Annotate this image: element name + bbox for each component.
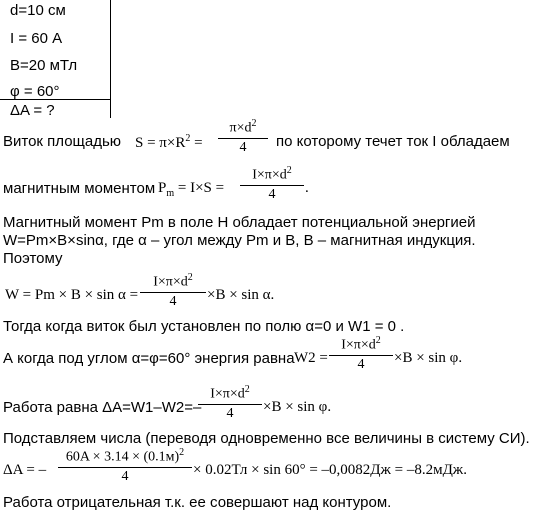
given-current: I = 60 А xyxy=(10,30,63,47)
p2-fraction: $\frac{I\times\pi\times d^2}{4}$ xyxy=(240,165,304,203)
p7-text: Работа равна ΔA=W1–W2=– xyxy=(3,399,202,416)
p2-text: магнитным моментом xyxy=(3,180,156,197)
given-angle: φ = 60° xyxy=(10,83,60,100)
p1-tail: по которому течет ток I обладаем xyxy=(276,133,510,150)
p4-formula: W = Pm × B × sin α = xyxy=(5,287,139,303)
find-work: ΔA = ? xyxy=(10,102,55,119)
given-induction: B=20 мТл xyxy=(10,57,78,74)
p1-formula: $S = \pi\times R^2$ = xyxy=(135,133,203,151)
p10-text: Работа отрицательная т.к. ее совершают над контуром. xyxy=(3,494,392,511)
p9-tail: × 0.02Тл × sin 60° = –0,0082Дж = –8.2мДж. xyxy=(193,462,467,478)
p6-formula: W2 = xyxy=(294,350,328,366)
p1-text: Виток площадью xyxy=(3,133,122,150)
p3-line3: Поэтому xyxy=(3,250,63,267)
p6-tail: ×B × sin φ. xyxy=(394,350,463,366)
p8-text: Подставляем числа (переводя одновременно все величины в систему СИ). xyxy=(3,430,530,447)
p7-tail: ×B × sin φ. xyxy=(263,399,332,415)
p6-fraction: $\frac{I\times\pi\times d^2}{4}$ xyxy=(329,335,393,373)
p5-text: Тогда когда виток был установлен по полю α=0 и W1 = 0 . xyxy=(3,318,405,335)
p2-formula: $P_m = I\times S$ = xyxy=(158,180,225,199)
given-d: d=10 см xyxy=(10,2,66,19)
p9-fraction: $60A \times 3.14 \times (0.1м)^2$ 4 xyxy=(58,447,192,485)
p6-text: А когда под углом α=φ=60° энергия равна xyxy=(3,350,295,367)
p9-formula: ΔA = – xyxy=(3,462,47,478)
p7-fraction: $\frac{I\times\pi\times d^2}{4}$ xyxy=(198,384,262,422)
p4-tail: ×B × sin α. xyxy=(207,287,275,303)
p1-fraction: $\frac{\pi\times d^2}{4}$ xyxy=(218,118,268,156)
p2-end: . xyxy=(305,180,309,196)
given-vertical-divider xyxy=(110,0,111,118)
p3-line1: Магнитный момент Pm в поле H обладает потенциальной энергией xyxy=(3,214,476,231)
p4-fraction: $\frac{I\times\pi\times d^2}{4}$ xyxy=(140,272,206,310)
p3-line2: W=Pm×B×sinα, где α – угол между Pm и B, B – магнитная индукция. xyxy=(3,232,476,249)
